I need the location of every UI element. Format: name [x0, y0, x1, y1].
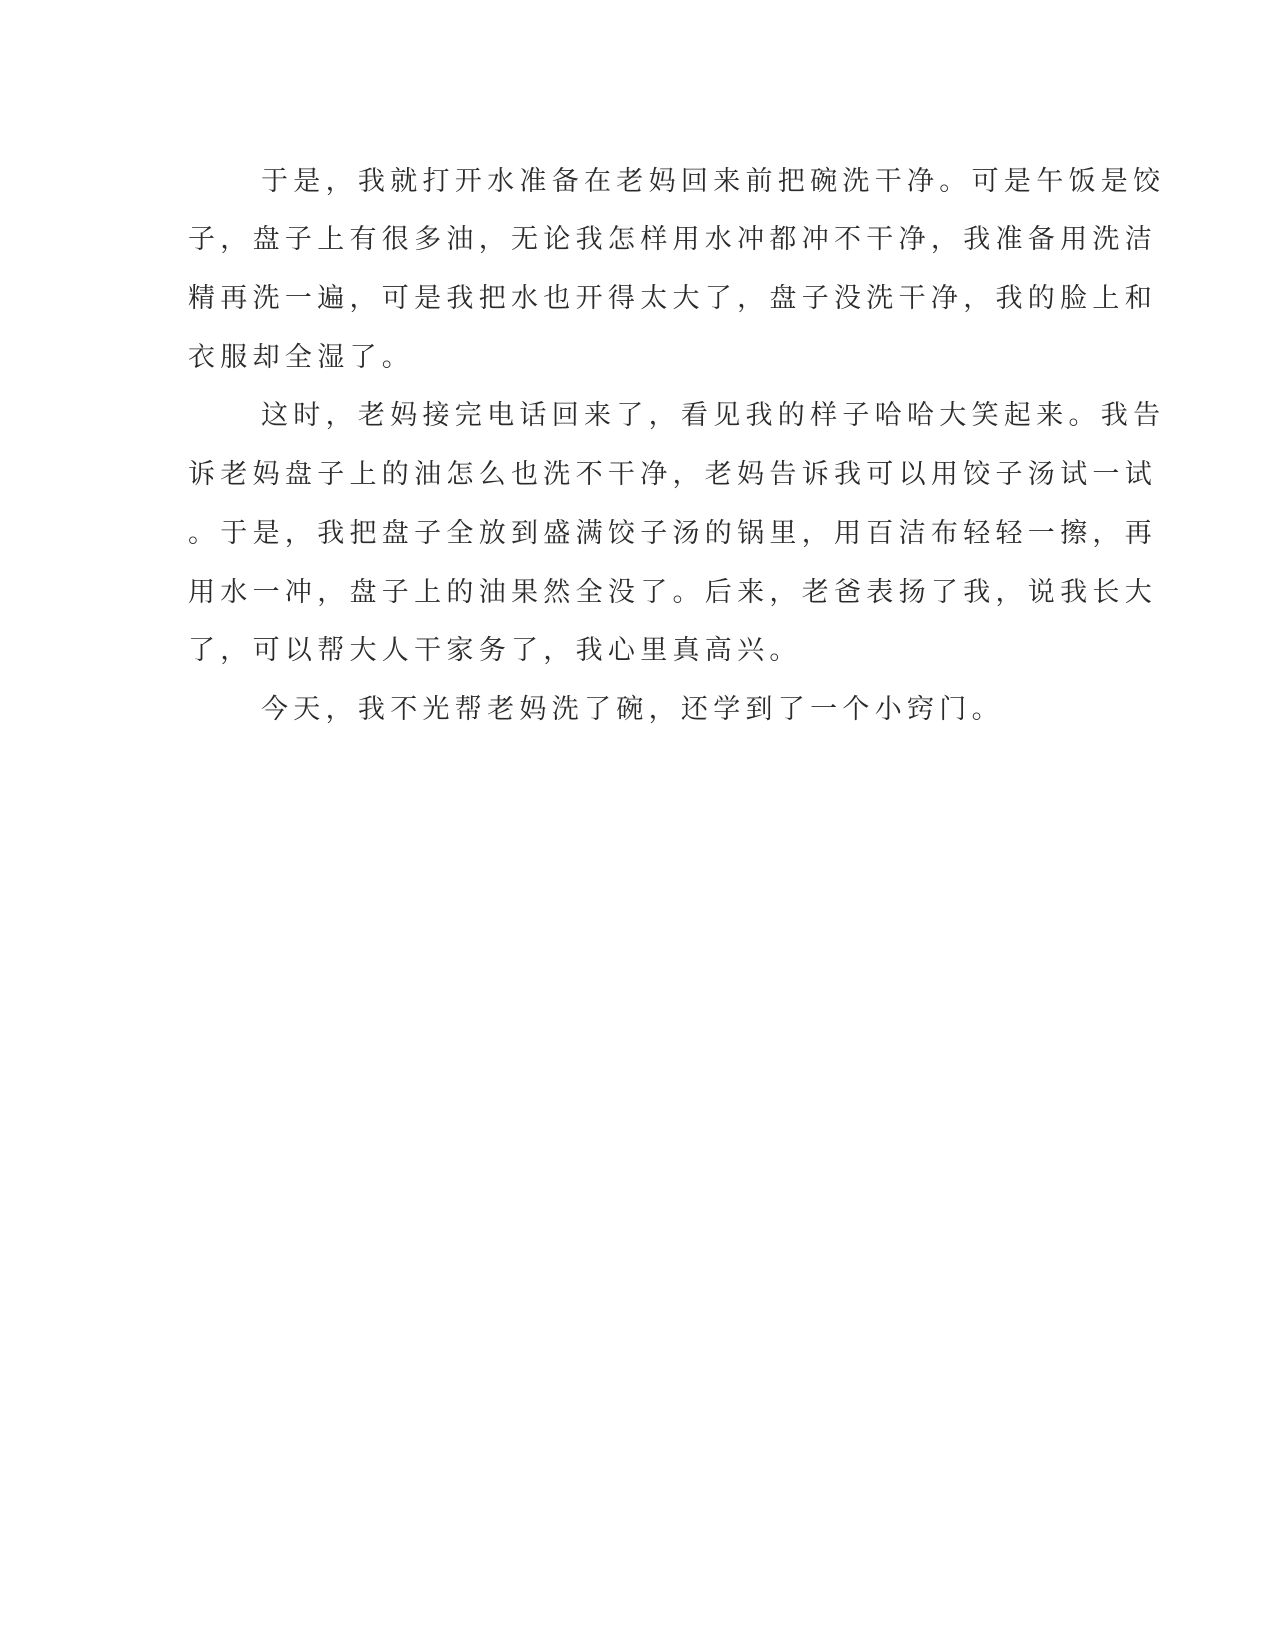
paragraph-line: 今天，我不光帮老妈洗了碗，还学到了一个小窍门。: [261, 694, 1004, 725]
paragraph-line: 衣服却全湿了。: [188, 342, 415, 373]
paragraph-line: 用水一冲，盘子上的油果然全没了。后来，老爸表扬了我，说我长大: [188, 577, 1157, 608]
paragraph-line: 诉老妈盘子上的油怎么也洗不干净，老妈告诉我可以用饺子汤试一试: [188, 459, 1157, 490]
paragraph-line: 于是，我就打开水准备在老妈回来前把碗洗干净。可是午饭是饺: [261, 166, 1166, 197]
paragraph-line: 。于是，我把盘子全放到盛满饺子汤的锅里，用百洁布轻轻一擦，再: [188, 518, 1157, 549]
paragraph-line: 了，可以帮大人干家务了，我心里真高兴。: [188, 635, 802, 666]
paragraph-line: 子，盘子上有很多油，无论我怎样用水冲都冲不干净，我准备用洗洁: [188, 224, 1157, 255]
paragraph-line: 精再洗一遍，可是我把水也开得太大了，盘子没洗干净，我的脸上和: [188, 283, 1157, 314]
paragraph-line: 这时，老妈接完电话回来了，看见我的样子哈哈大笑起来。我告: [261, 400, 1166, 431]
